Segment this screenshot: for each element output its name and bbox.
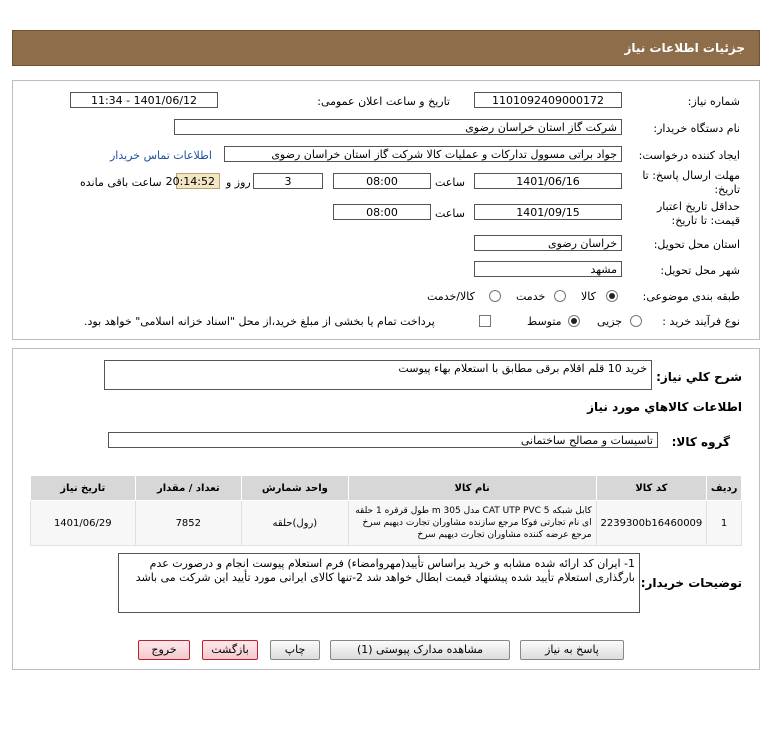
- treasury-payment-note: پرداخت تمام یا بخشی از مبلغ خرید،از محل "اسناد خزانه اسلامی" خواهد بود.: [84, 315, 435, 328]
- col-name-header: نام کالا: [348, 476, 596, 501]
- category-goods-radio[interactable]: [606, 290, 618, 302]
- cell-qty: 7852: [135, 501, 242, 546]
- reply-deadline-label: مهلت ارسال پاسخ: تا: [642, 169, 740, 182]
- cell-name: کابل شبکه 5 CAT UTP PVC مدل m 305 طول قرقره 1 حلقه ای نام تجارتی فوکا مرجع سازنده مشاوران تجارت دیهیم سرخ مرجع عرضه کننده مشاوران تجارت دیهیم سرخ: [348, 501, 596, 546]
- cell-unit: (رول)حلقه: [242, 501, 349, 546]
- goods-group-label: گروه کالا:: [671, 435, 730, 449]
- col-date-header: تاریخ نیاز: [31, 476, 136, 501]
- city-field: مشهد: [474, 261, 622, 277]
- cell-row: 1: [707, 501, 742, 546]
- category-service-label: خدمت: [516, 290, 546, 303]
- reply-deadline-label-2: تاریخ:: [714, 183, 740, 196]
- print-button[interactable]: چاپ: [270, 640, 320, 660]
- buyer-notes-label: توضیحات خریدار:: [640, 576, 742, 590]
- purchase-type-label: نوع فرآیند خرید :: [662, 315, 740, 328]
- category-label: طبقه بندی موضوعی:: [642, 290, 740, 303]
- table-row: [31, 501, 742, 546]
- need-number-field: 1101092409000172: [474, 92, 622, 108]
- days-label: روز و: [226, 176, 251, 189]
- goods-group-field: تاسیسات و مصالح ساختمانی: [108, 432, 658, 448]
- province-field: خراسان رضوی: [474, 235, 622, 251]
- validity-label: حداقل تاریخ اعتبار: [656, 200, 740, 213]
- province-label: استان محل تحویل:: [653, 238, 740, 251]
- need-number-label: شماره نیاز:: [687, 95, 740, 108]
- page-header: [12, 30, 760, 66]
- buyer-org-field: شرکت گاز استان خراسان رضوی: [174, 119, 622, 135]
- remaining-time-field: 20:14:52: [176, 173, 220, 189]
- purchase-minor-label: جزیی: [597, 315, 623, 328]
- validity-label-2: قیمت: تا تاریخ:: [671, 214, 740, 227]
- page-title: جزئیات اطلاعات نیاز: [624, 41, 745, 55]
- announce-datetime-label: تاریخ و ساعت اعلان عمومی:: [317, 95, 450, 108]
- category-goods-label: کالا: [581, 290, 596, 303]
- reply-time-label: ساعت: [435, 176, 465, 189]
- category-service-radio[interactable]: [554, 290, 566, 302]
- cell-date: 1401/06/29: [31, 501, 136, 546]
- validity-time-label: ساعت: [435, 207, 465, 220]
- validity-time-field: 08:00: [333, 204, 431, 220]
- col-code-header: کد کالا: [596, 476, 707, 501]
- col-row-header: ردیف: [707, 476, 742, 501]
- remaining-days-field: 3: [253, 173, 323, 189]
- category-goods-service-label: کالا/خدمت: [427, 290, 475, 303]
- buyer-org-label: نام دستگاه خریدار:: [653, 122, 740, 135]
- attachments-button[interactable]: مشاهده مدارک پیوستی (1): [330, 640, 510, 660]
- treasury-payment-checkbox[interactable]: [479, 315, 491, 327]
- buyer-contact-link[interactable]: اطلاعات تماس خریدار: [110, 149, 212, 162]
- purchase-medium-radio[interactable]: [568, 315, 580, 327]
- announce-datetime-field: 1401/06/12 - 11:34: [70, 92, 218, 108]
- requester-label: ایجاد کننده درخواست:: [638, 149, 740, 162]
- city-label: شهر محل تحویل:: [660, 264, 740, 277]
- goods-section-title: اطلاعات کالاهاي مورد نياز: [587, 400, 742, 414]
- reply-date-field: 1401/06/16: [474, 173, 622, 189]
- items-table: [30, 475, 742, 546]
- validity-date-field: 1401/09/15: [474, 204, 622, 220]
- summary-field: خرید 10 قلم اقلام برقی مطابق با استعلام بهاء پیوست: [104, 360, 652, 390]
- remaining-time-label: ساعت باقی مانده: [80, 176, 162, 189]
- col-qty-header: تعداد / مقدار: [135, 476, 242, 501]
- category-goods-service-radio[interactable]: [489, 290, 501, 302]
- items-table-header: [31, 476, 742, 501]
- summary-label: شرح کلي نياز:: [656, 370, 742, 384]
- purchase-minor-radio[interactable]: [630, 315, 642, 327]
- reply-button[interactable]: پاسخ به نیاز: [520, 640, 624, 660]
- reply-time-field: 08:00: [333, 173, 431, 189]
- exit-button[interactable]: خروج: [138, 640, 190, 660]
- requester-field: جواد براتی مسوول تدارکات و عملیات کالا شرکت گاز استان خراسان رضوی: [224, 146, 622, 162]
- buyer-notes-field: 1- ایران کد ارائه شده مشابه و خرید براساس تأیید(مهروامضاء) فرم استعلام پیوست انجام و درصورت عدم بارگذاری استعلام تأیید شده پیشنهاد قیمت ابطال خواهد شد 2-تنها کالای ایرانی مورد تأیید این شرکت می باشد: [118, 553, 640, 613]
- back-button[interactable]: بازگشت: [202, 640, 258, 660]
- cell-code: 2239300b16460009: [596, 501, 707, 546]
- purchase-medium-label: متوسط: [527, 315, 562, 328]
- col-unit-header: واحد شمارش: [242, 476, 349, 501]
